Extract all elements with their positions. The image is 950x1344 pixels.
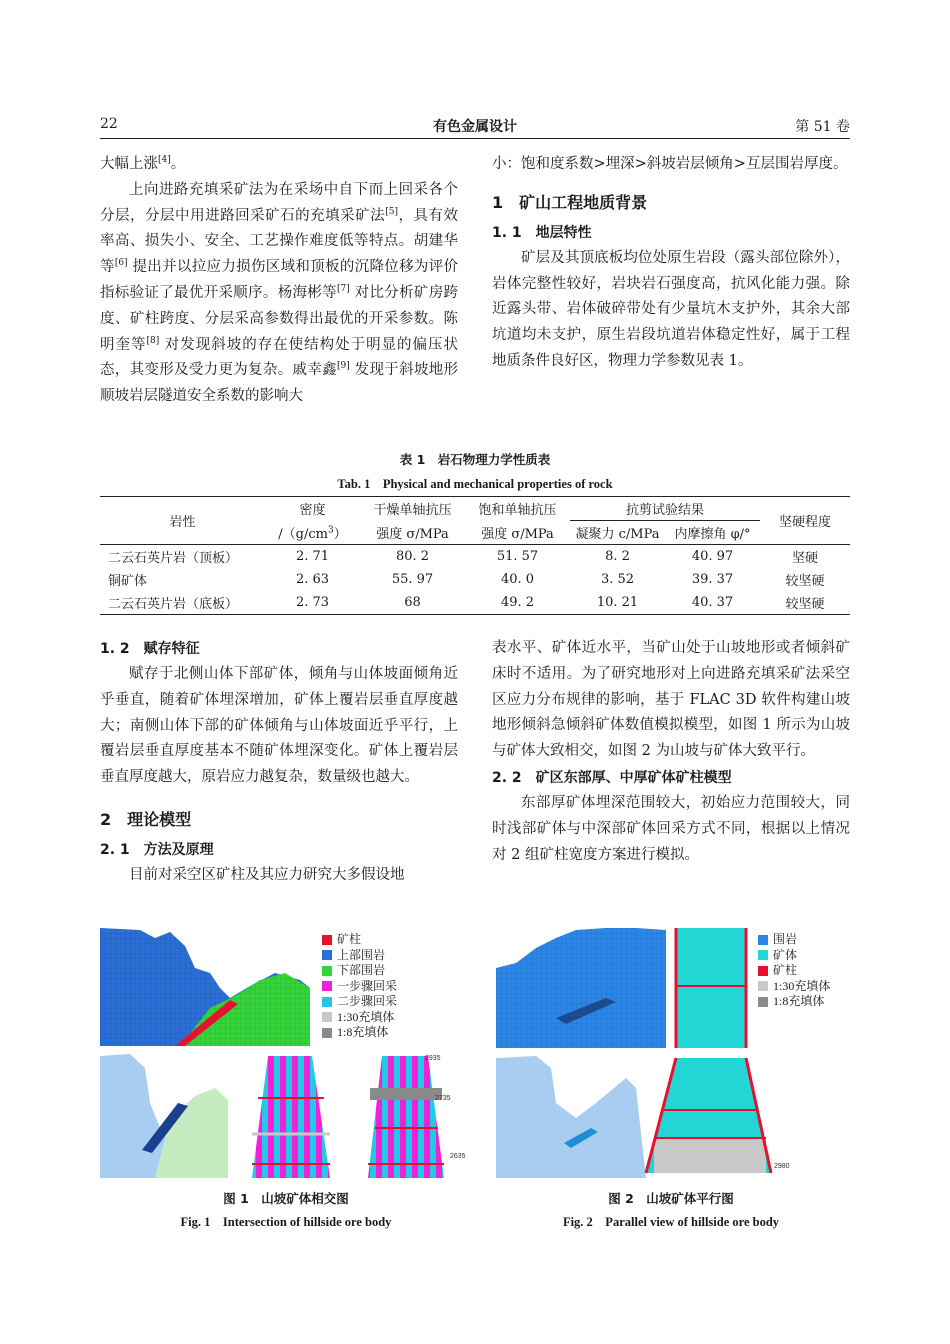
legend-swatch [322,950,332,960]
legend-item: 1:8充填体 [758,994,830,1010]
paragraph: 东部厚矿体埋深范围较大，初始应力范围较大，同时浅部矿体与中深部矿体回采方式不同，根据以上情况对 2 组矿柱宽度方案进行模拟。 [492,794,850,863]
legend-swatch [758,997,768,1007]
col-header-friction: 内摩擦角 φ/° [665,521,760,545]
section-heading: 1 矿山工程地质背景 [492,192,648,212]
legend-item: 二步骤回采 [322,994,397,1010]
col-header-density-unit: $/(g/cm^3)$ [265,521,360,545]
legend-swatch [322,935,332,945]
paragraph: 矿层及其顶底板均位处原生岩段（露头部位除外），岩体完整性较好，岩块岩石强度高，抗风化能力强。除近露头带、岩体破碎带处有少量坑木支护外，其余大部坑道均未支护，原生岩段坑道岩体稳定性好，属于工程地质条件良好区，物理力学参数见表 1。 [492,249,850,369]
legend-swatch [322,997,332,1007]
legend-swatch [322,1028,332,1038]
paragraph: 上向进路充填采矿法为在采场中自下而上回采各个分层，分层中用进路回采矿石的充填采矿法[5]，具有效率高、损失小、安全、工艺操作难度低等特点。胡建华等[6] 提出并以拉应力损伤区域和顶板的沉降位移为评价指标验证了最优开采顺序。杨海彬等[7] 对比分析矿房跨度、矿柱跨度、分层采高参数得出最优的开采参数。陈明奎等[8] 对发现斜坡的存在使结构处于明显的偏压状态，其变形及受力更为复杂。戚幸鑫[9] 发现于斜坡地形顺坡岩层隧道安全系数的影响大 [100,181,459,405]
table-caption-zh: 表 1 岩石物理力学性质表 [399,452,551,467]
paragraph: 赋存于北侧山体下部矿体，倾角与山体坡面倾角近乎垂直，随着矿体埋深增加，矿体上覆岩层垂直厚度越大；南侧山体下部的矿体倾角与山体坡面近乎平行，上覆岩层垂直厚度基本不随矿体埋深变化。矿体上覆岩层垂直厚度越大，原岩应力越复杂，数量级也越大。 [100,666,458,786]
table-row: 铜矿体 2. 63 55. 97 40. 0 3. 52 39. 37 较坚硬 [108,572,825,589]
journal-title: 有色金属设计 [433,119,517,135]
figure-2-legend [758,932,830,1010]
legend-swatch [758,966,768,976]
elevation-label: 2635 [450,1153,466,1160]
volume-label: 第 51 卷 [795,119,850,135]
legend-item: 下部围岩 [322,963,397,979]
paragraph: 目前对采空区矿柱及其应力研究大多假设地 [129,866,405,883]
table-row: 二云石英片岩（顶板） 2. 71 80. 2 51. 57 8. 2 40. 97 坚硬 [108,549,818,566]
right-column-bottom [492,636,850,868]
col-header-sat-unit: 强度 σ/MPa [465,521,570,545]
figure-2-caption-zh: 图 2 山坡矿体平行图 [608,1191,734,1206]
stope-section-top [676,928,746,1048]
hillside-mesh-view [100,928,310,1046]
legend-item: 矿柱 [322,932,397,948]
elevation-label: 2980 [774,1163,790,1170]
table-caption-en: Tab. 1 Physical and mechanical properties of rock [337,477,613,491]
stope-section-2 [368,1056,444,1178]
legend-item: 矿柱 [758,963,830,979]
col-header-shear: 抗剪试验结果 [570,497,760,521]
hillside-side-view [496,1056,646,1178]
legend-swatch [322,981,332,991]
col-header-dry-unit: 强度 σ/MPa [360,521,465,545]
legend-item: 1:30充填体 [758,979,830,995]
legend-item: 矿体 [758,948,830,964]
col-header-sat: 饱和单轴抗压 [465,497,570,521]
paragraph: 大幅上涨[4]。 [100,155,186,172]
subsection-heading: 2. 1 方法及原理 [100,841,214,858]
page-number: 22 [100,116,118,132]
header-rule [100,138,850,139]
figure-2 [496,928,850,1178]
legend-item: 上部围岩 [322,948,397,964]
subsection-heading: 1. 2 赋存特征 [100,641,200,657]
col-header-rock: 岩性 [100,497,265,545]
col-header-hardness: 坚硬程度 [760,497,850,545]
subsection-heading: 2. 2 矿区东部厚、中厚矿体矿柱模型 [492,769,732,786]
figure-1-caption-en: Fig. 1 Intersection of hillside ore body [180,1215,392,1229]
subsection-heading: 1. 1 地层特性 [492,224,592,241]
legend-item: 围岩 [758,932,830,948]
table-row: 二云石英片岩（底板） 2. 73 68 49. 2 10. 21 40. 37 较坚硬 [100,591,850,615]
elevation-label: 2935 [425,1055,441,1062]
legend-swatch [322,966,332,976]
legend-swatch [758,981,768,991]
stope-section-1 [252,1056,330,1178]
hillside-side-view [100,1054,228,1178]
legend-swatch [758,935,768,945]
col-header-density: 密度 [265,497,360,521]
section-heading: 2 理论模型 [100,809,192,829]
hillside-mesh-view [496,928,666,1048]
figure-1-graphic [100,928,472,1178]
legend-item: 一步骤回采 [322,979,397,995]
right-column-top [492,152,850,375]
left-column-top [100,152,458,410]
figure-1-legend [322,932,397,1041]
rock-properties-table [100,496,850,615]
col-header-dry: 干燥单轴抗压 [360,497,465,521]
col-header-cohesion: 凝聚力 c/MPa [570,521,665,545]
legend-swatch [322,1012,332,1022]
elevation-label: 2735 [435,1095,451,1102]
legend-item: 1:30充填体 [322,1010,397,1026]
paragraph: 小：饱和度系数>埋深>斜坡岩层倾角>互层围岩厚度。 [492,156,848,172]
figure-1-caption-zh: 图 1 山坡矿体相交图 [223,1191,349,1206]
stope-section-bottom [646,1058,771,1173]
paragraph: 表水平、矿体近水平，当矿山处于山坡地形或者倾斜矿床时不适用。为了研究地形对上向进路充填采矿法采空区应力分布规律的影响，基于 FLAC 3D 软件构建山坡地形倾斜急倾斜矿体数值模拟模型，如图 1 所示为山坡与矿体大致相交，如图 2 为山坡与矿体大致平行。 [492,640,850,760]
figure-1 [100,928,472,1178]
figure-2-caption-en: Fig. 2 Parallel view of hillside ore body [562,1215,780,1229]
legend-item: 1:8充填体 [322,1025,397,1041]
legend-swatch [758,950,768,960]
left-column-bottom [100,636,458,889]
